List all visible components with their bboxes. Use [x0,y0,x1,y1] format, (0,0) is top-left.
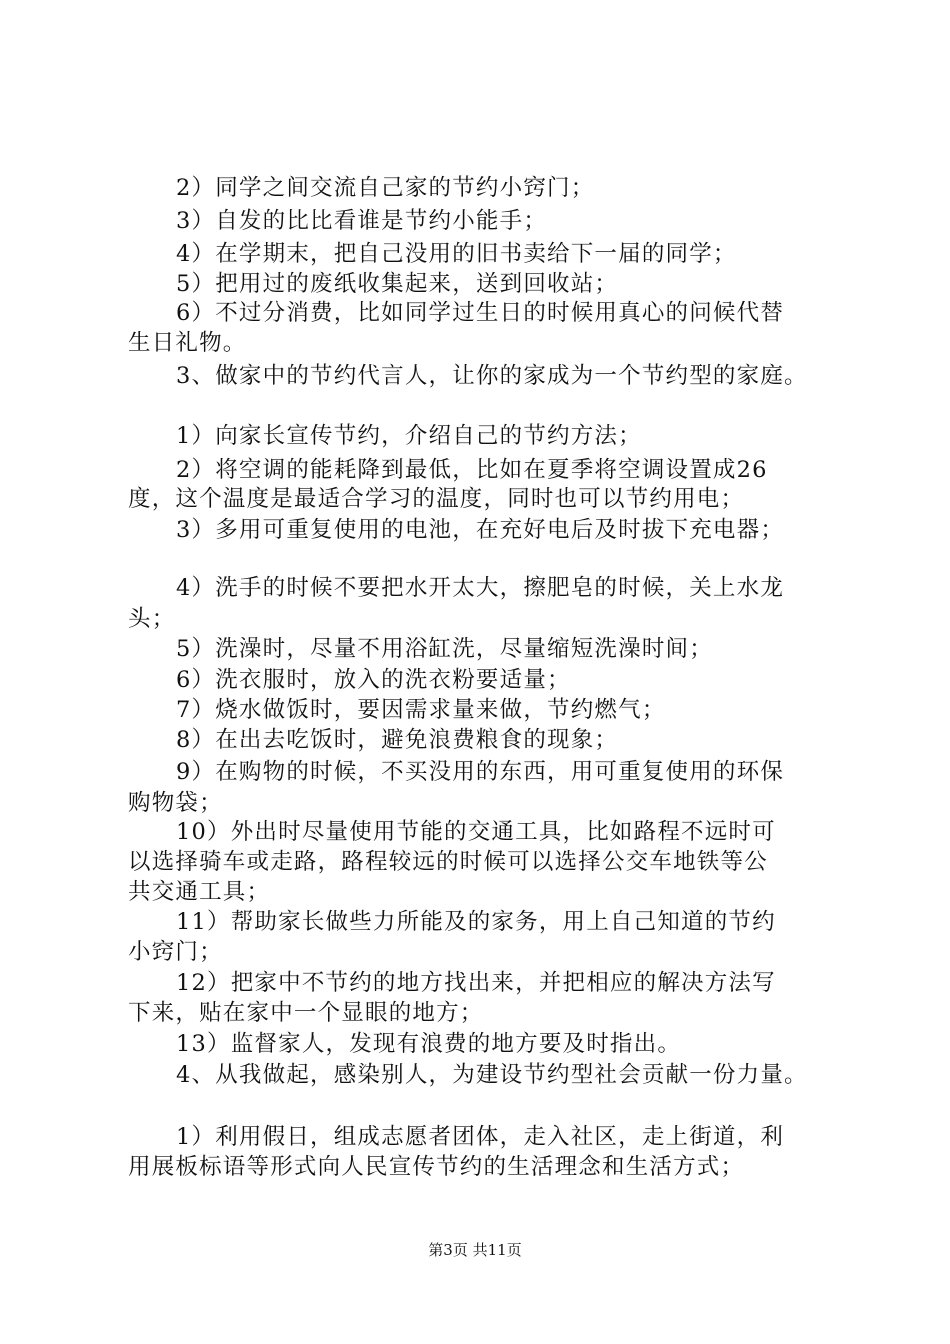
text-line: 购物袋； [128,790,223,816]
text-line: 3）自发的比比看谁是节约小能手； [176,208,548,234]
text-line: 8）在出去吃饭时，避免浪费粮食的现象； [176,727,619,753]
text-line: 2）将空调的能耗降到最低，比如在夏季将空调设置成26 [176,457,768,483]
text-line: 生日礼物。 [128,330,247,356]
text-line: 1）利用假日，组成志愿者团体，走入社区，走上街道，利 [176,1124,785,1150]
section-heading: 3、做家中的节约代言人，让你的家成为一个节约型的家庭。 [176,363,808,389]
text-line: 6）洗衣服时，放入的洗衣粉要适量； [176,667,571,693]
text-line: 7）烧水做饭时，要因需求量来做，节约燃气； [176,697,666,723]
text-line: 头； [128,606,176,632]
text-line: 下来，贴在家中一个显眼的地方； [128,1000,484,1026]
text-line: 10）外出时尽量使用节能的交通工具，比如路程不远时可 [176,819,776,845]
text-line: 3）多用可重复使用的电池，在充好电后及时拔下充电器； [176,517,785,543]
text-line: 1）向家长宣传节约，介绍自己的节约方法； [176,423,642,449]
text-line: 用展板标语等形式向人民宣传节约的生活理念和生活方式； [128,1154,745,1180]
page-number: 第3页 共11页 [428,1241,522,1259]
text-line: 4）在学期末，把自己没用的旧书卖给下一届的同学； [176,241,737,267]
text-line: 5）把用过的废纸收集起来，送到回收站； [176,271,619,297]
text-line: 11）帮助家长做些力所能及的家务，用上自己知道的节约 [176,909,776,935]
text-line: 2）同学之间交流自己家的节约小窍门； [176,175,595,201]
text-line: 小窍门； [128,939,223,965]
section-heading: 4、从我做起，感染别人，为建设节约型社会贡献一份力量。 [176,1062,808,1088]
text-line: 4）洗手的时候不要把水开太大，擦肥皂的时候，关上水龙 [176,575,785,601]
text-line: 13）监督家人，发现有浪费的地方要及时指出。 [176,1031,682,1057]
text-line: 以选择骑车或走路，路程较远的时候可以选择公交车地铁等公 [128,849,768,875]
text-line: 度，这个温度是最适合学习的温度，同时也可以节约用电； [128,486,745,512]
text-line: 6）不过分消费，比如同学过生日的时候用真心的问候代替 [176,300,785,326]
text-line: 12）把家中不节约的地方找出来，并把相应的解决方法写 [176,970,776,996]
text-line: 9）在购物的时候，不买没用的东西，用可重复使用的环保 [176,759,785,785]
text-line: 共交通工具； [128,879,271,905]
text-line: 5）洗澡时，尽量不用浴缸洗，尽量缩短洗澡时间； [176,636,713,662]
